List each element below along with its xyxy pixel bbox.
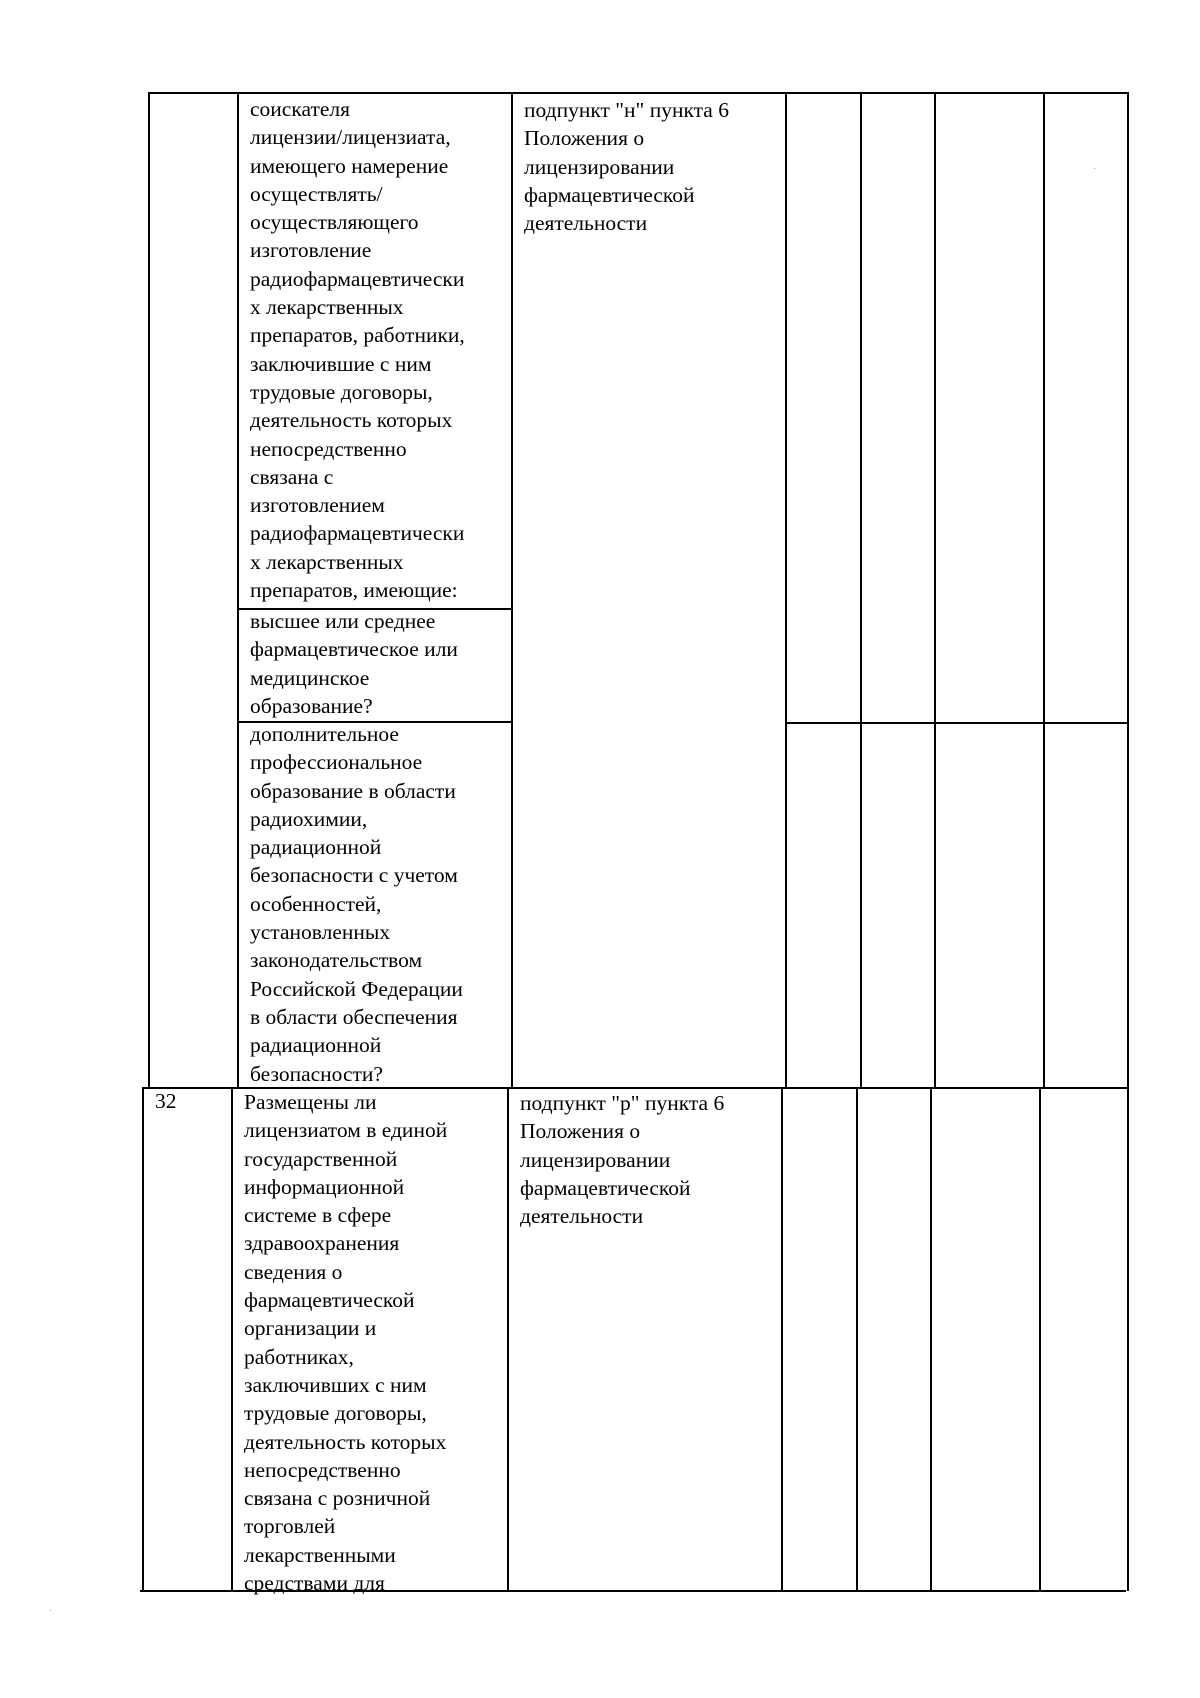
question-cell-intro	[250, 95, 465, 604]
text-line: связана с розничной	[244, 1486, 431, 1511]
text-line: х лекарственных	[250, 295, 404, 320]
text-line: деятельность которых	[244, 1429, 447, 1454]
text-line: информационной	[244, 1174, 405, 1199]
column-divider	[856, 1087, 858, 1591]
column-divider	[781, 1087, 783, 1591]
text-line: медицинское	[250, 665, 370, 690]
column-divider	[934, 92, 936, 1088]
table-top-border	[148, 92, 1129, 94]
question-cell-education	[250, 607, 458, 720]
question-cell-additional-education	[250, 720, 463, 1088]
text-line: осуществляющего	[250, 210, 419, 235]
column-divider	[1043, 92, 1045, 1088]
text-line: Размещены ли	[244, 1090, 377, 1114]
text-line: образование?	[250, 693, 373, 718]
row-divider	[785, 722, 1129, 724]
column-divider	[142, 1087, 144, 1591]
column-divider	[237, 92, 239, 1088]
text-line: фармацевтической	[244, 1288, 415, 1313]
text-line: радиационной	[250, 1033, 382, 1058]
text-line: трудовые договоры,	[244, 1401, 427, 1426]
text-line: высшее или среднее	[250, 609, 436, 633]
table-right-border	[1127, 92, 1129, 1591]
column-divider	[860, 92, 862, 1088]
text-line: лицензии/лицензиата,	[250, 125, 451, 150]
text-line: Положения о	[520, 1119, 641, 1144]
text-line: изготовление	[250, 238, 372, 263]
text-line: подпункт "н" пункта 6	[524, 98, 729, 122]
text-line: связана с	[250, 464, 334, 489]
text-line: государственной	[244, 1146, 398, 1171]
text-line: средствами для	[244, 1571, 385, 1596]
text-line: радиофармацевтически	[250, 266, 465, 291]
text-line: здравоохранения	[244, 1231, 400, 1256]
text-line: фармацевтической	[520, 1175, 691, 1200]
text-line: Российской Федерации	[250, 976, 463, 1001]
column-divider	[1039, 1087, 1041, 1591]
text-line: соискателя	[250, 97, 351, 121]
column-divider	[511, 92, 513, 1088]
text-line: препаратов, работники,	[250, 323, 465, 348]
text-line: деятельности	[524, 211, 648, 236]
reference-cell	[520, 1089, 724, 1230]
column-divider	[231, 1087, 233, 1591]
text-line: радиофармацевтически	[250, 521, 465, 546]
text-line: сведения о	[244, 1259, 343, 1284]
row-number-text: 32	[155, 1089, 177, 1113]
text-line: безопасности с учетом	[250, 863, 458, 888]
question-cell	[244, 1088, 447, 1597]
text-line: установленных	[250, 920, 391, 945]
text-line: Положения о	[524, 126, 645, 151]
column-divider	[507, 1087, 509, 1591]
text-line: деятельности	[520, 1204, 644, 1229]
text-line: радиохимии,	[250, 806, 368, 831]
text-line: трудовые договоры,	[250, 379, 433, 404]
text-line: фармацевтическое или	[250, 637, 458, 662]
text-line: непосредственно	[250, 436, 407, 461]
text-line: подпункт "р" пункта 6	[520, 1091, 725, 1115]
column-divider	[148, 92, 150, 1088]
text-line: дополнительное	[250, 722, 399, 746]
text-line: профессиональное	[250, 750, 423, 775]
text-line: осуществлять/	[250, 181, 383, 206]
column-divider	[785, 92, 787, 1088]
text-line: лекарственными	[244, 1542, 396, 1567]
text-line: деятельность которых	[250, 408, 453, 433]
text-line: лицензиатом в единой	[244, 1118, 448, 1143]
text-line: непосредственно	[244, 1457, 401, 1482]
text-line: лицензировании	[524, 154, 675, 179]
text-line: заключивших с ним	[244, 1372, 427, 1397]
text-line: лицензировании	[520, 1147, 671, 1172]
text-line: безопасности?	[250, 1061, 383, 1086]
text-line: заключившие с ним	[250, 351, 432, 376]
text-line: изготовлением	[250, 493, 385, 518]
text-line: в области обеспечения	[250, 1004, 458, 1029]
text-line: х лекарственных	[250, 549, 404, 574]
text-line: препаратов, имеющие:	[250, 578, 458, 603]
text-line: имеющего намерение	[250, 153, 449, 178]
text-line: радиационной	[250, 835, 382, 860]
text-line: торговлей	[244, 1514, 336, 1539]
text-line: образование в области	[250, 778, 456, 803]
column-divider	[930, 1087, 932, 1591]
reference-cell	[524, 96, 729, 237]
text-line: работниках,	[244, 1344, 354, 1369]
scan-speck	[1094, 168, 1095, 169]
text-line: законодательством	[250, 948, 423, 973]
text-line: фармацевтической	[524, 182, 695, 207]
text-line: особенностей,	[250, 891, 382, 916]
text-line: организации и	[244, 1316, 377, 1341]
row-number	[155, 1087, 177, 1115]
scan-speck	[50, 1610, 51, 1611]
text-line: системе в сфере	[244, 1203, 392, 1228]
